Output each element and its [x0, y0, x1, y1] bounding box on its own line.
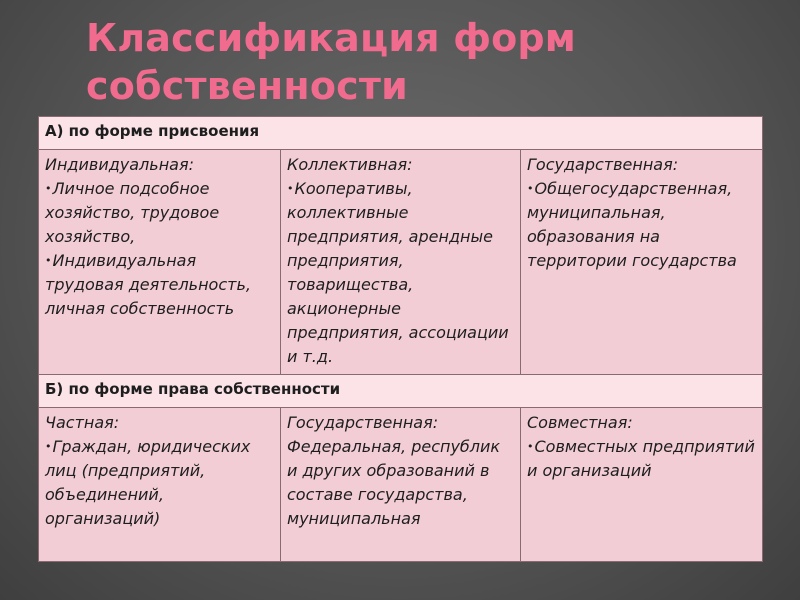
cell-individual-item: • Индивидуальная трудовая деятельность, личная собственность: [45, 249, 274, 321]
section-b-heading: Б) по форме права собственности: [39, 375, 763, 408]
cell-private: [39, 408, 281, 562]
slide-title: Классификация форм собственности: [86, 16, 577, 108]
section-a-content-row: [39, 150, 763, 375]
cell-state-a-item: • Общегосударственная, муниципальная, образования на территории государства: [527, 177, 756, 273]
cell-state-a: [521, 150, 763, 375]
cell-joint-item: • Совместных предприятий и организаций: [527, 435, 756, 483]
cell-individual: [39, 150, 281, 375]
section-a-header-row: [39, 117, 763, 150]
cell-state-b-text: Федеральная, республик и других образований в составе государства, муниципальная: [287, 437, 501, 528]
cell-state-b-head: Государственная:: [287, 413, 439, 432]
cell-private-head: Частная:: [45, 413, 120, 432]
cell-individual-item: • Личное подсобное хозяйство, трудовое хозяйство,: [45, 177, 274, 249]
cell-collective-item: • Кооперативы, коллективные предприятия, арендные предприятия, товарищества, акционерные предприятия, ассоциации и т.д.: [287, 177, 514, 369]
classification-table: [38, 116, 763, 562]
cell-individual-head: Индивидуальная:: [45, 155, 194, 174]
cell-collective: [281, 150, 521, 375]
cell-state-a-head: Государственная:: [527, 155, 679, 174]
cell-collective-head: Коллективная:: [287, 155, 413, 174]
cell-joint: [521, 408, 763, 562]
cell-state-b: [281, 408, 521, 562]
cell-private-item: • Граждан, юридических лиц (предприятий, объединений, организаций): [45, 435, 274, 531]
section-b-header-row: [39, 375, 763, 408]
cell-joint-head: Совместная:: [527, 413, 633, 432]
section-b-content-row: [39, 408, 763, 562]
section-a-heading: А) по форме присвоения: [39, 117, 763, 150]
